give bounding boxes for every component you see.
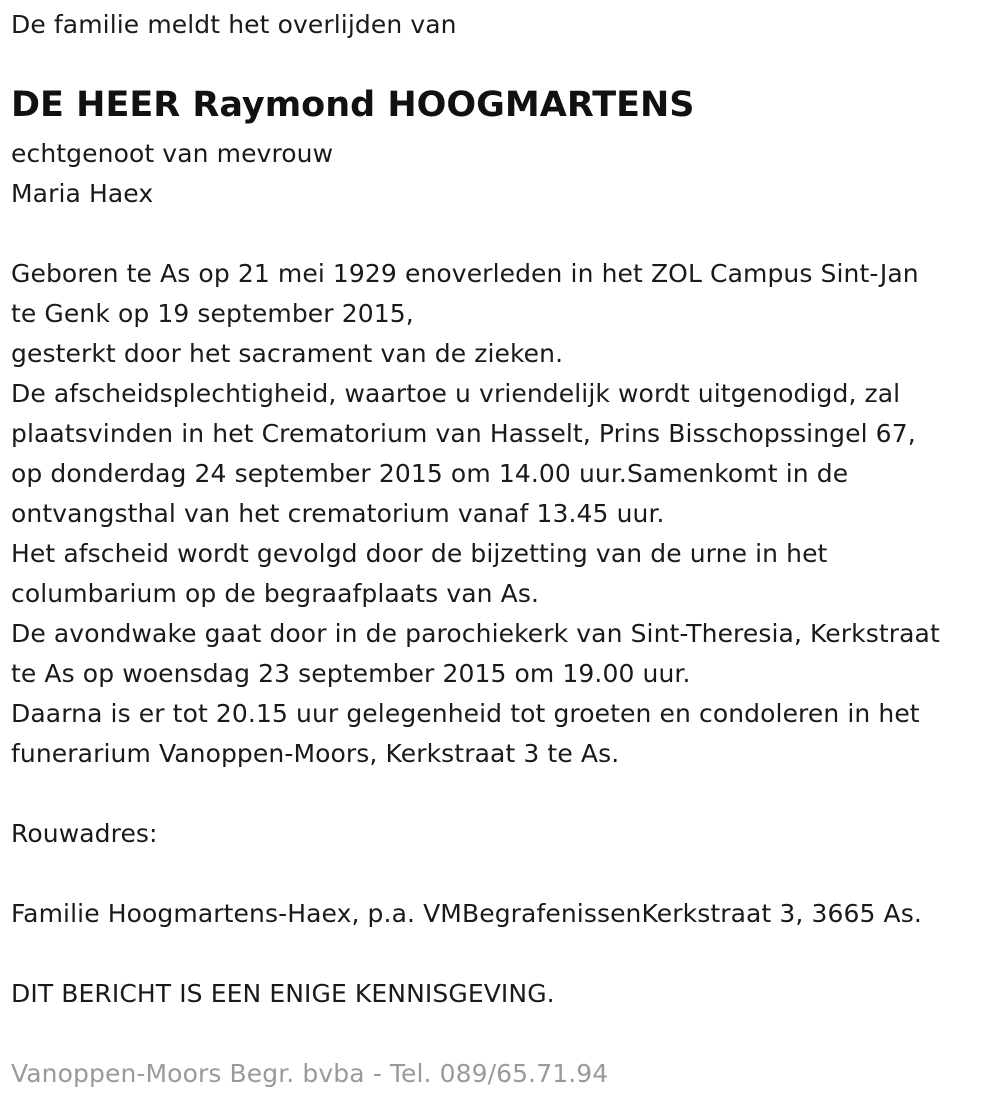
body-line: te As op woensdag 23 september 2015 om 19.00 uur.	[11, 659, 691, 688]
body-line: funerarium Vanoppen-Moors, Kerkstraat 3 te As.	[11, 739, 620, 768]
rouwadres-label: Rouwadres:	[11, 819, 158, 848]
body-line: De afscheidsplechtigheid, waartoe u vriendelijk wordt uitgenodigd, zal	[11, 379, 901, 408]
body-line: columbarium op de begraafplaats van As.	[11, 579, 539, 608]
spouse-block	[11, 134, 333, 214]
footer-funeral-home: Vanoppen-Moors Begr. bvba - Tel. 089/65.71.94	[11, 1059, 609, 1088]
intro-text: De familie meldt het overlijden van	[11, 10, 457, 39]
body-line: te Genk op 19 september 2015,	[11, 299, 414, 328]
body-line: Geboren te As op 21 mei 1929 enoverleden in het ZOL Campus Sint-Jan	[11, 259, 919, 288]
spouse-line: echtgenoot van mevrouw	[11, 139, 334, 168]
deceased-name: DE HEER Raymond HOOGMARTENS	[11, 85, 695, 125]
body-line: plaatsvinden in het Crematorium van Hasselt, Prins Bisschopssingel 67,	[11, 419, 916, 448]
body-line: op donderdag 24 september 2015 om 14.00 uur.Samenkomt in de	[11, 459, 849, 488]
rouwadres-text: Familie Hoogmartens-Haex, p.a. VMBegrafenissenKerkstraat 3, 3665 As.	[11, 899, 922, 928]
body-line: ontvangsthal van het crematorium vanaf 13.45 uur.	[11, 499, 665, 528]
body-line: Het afscheid wordt gevolgd door de bijzetting van de urne in het	[11, 539, 828, 568]
notice-body	[11, 254, 940, 774]
spouse-name: Maria Haex	[11, 179, 154, 208]
body-line: gesterkt door het sacrament van de zieken.	[11, 339, 564, 368]
body-line: Daarna is er tot 20.15 uur gelegenheid tot groeten en condoleren in het	[11, 699, 920, 728]
body-line: De avondwake gaat door in de parochiekerk van Sint-Theresia, Kerkstraat	[11, 619, 940, 648]
notice-statement: DIT BERICHT IS EEN ENIGE KENNISGEVING.	[11, 979, 555, 1008]
